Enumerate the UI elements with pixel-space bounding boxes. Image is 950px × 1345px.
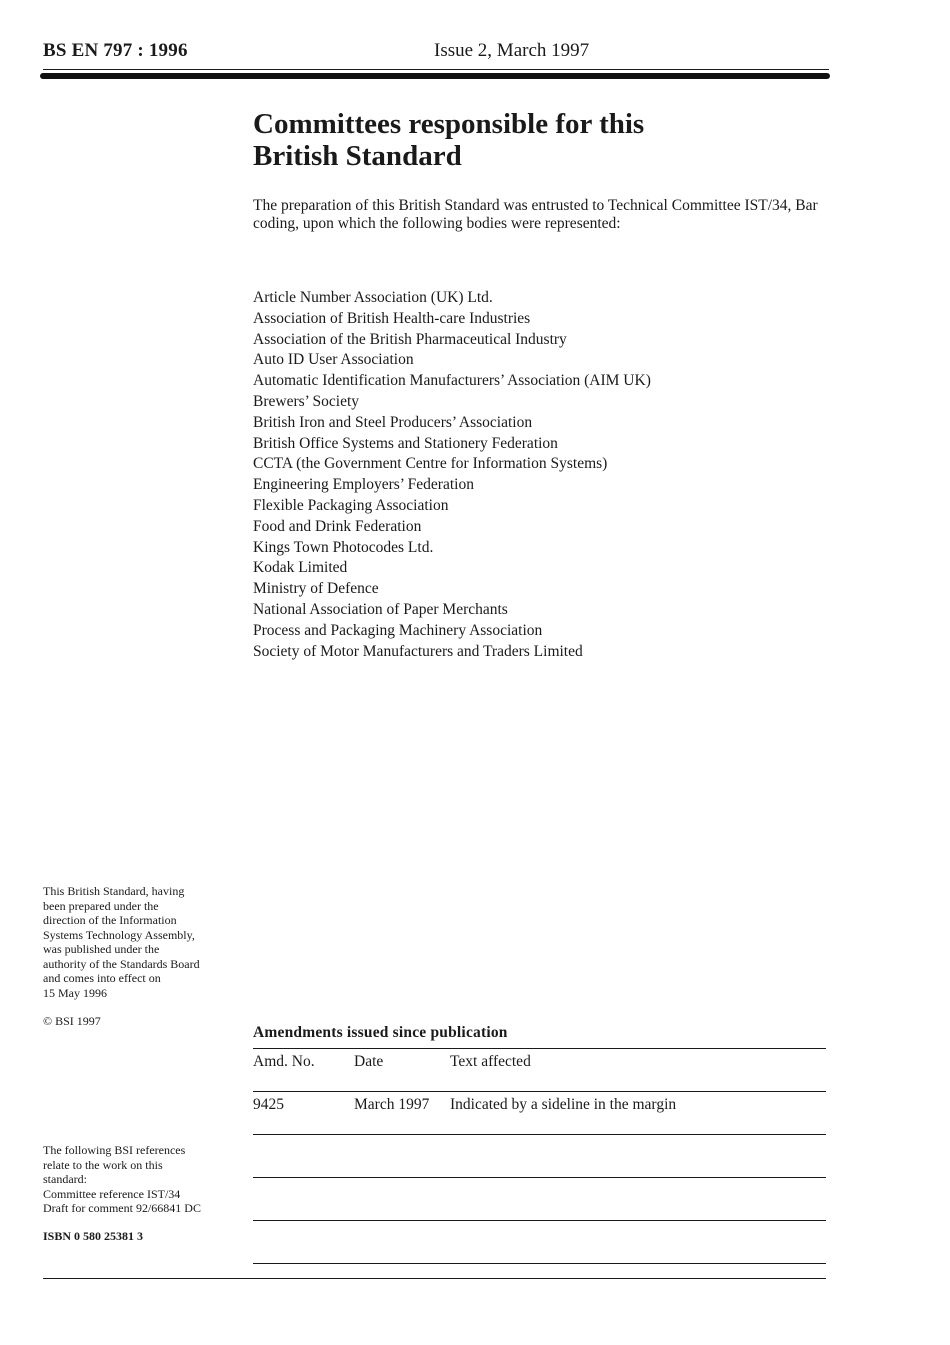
footer-rule — [43, 1278, 826, 1279]
list-item: CCTA (the Government Centre for Information Systems) — [253, 455, 608, 473]
list-item: National Association of Paper Merchants — [253, 600, 508, 618]
note-line: 15 May 1996 — [43, 985, 107, 1000]
header-rule-thin — [43, 69, 829, 70]
list-item: British Iron and Steel Producers’ Association — [253, 413, 533, 431]
amendments-title: Amendments issued since publication — [253, 1024, 508, 1041]
date-cell — [354, 1221, 450, 1264]
list-item: Association of British Health-care Industries — [253, 309, 531, 327]
publication-note — [43, 884, 238, 1000]
list-item: Society of Motor Manufacturers and Traders Limited — [253, 642, 583, 660]
text-affected-cell: Indicated by a sideline in the margin — [450, 1092, 826, 1135]
text-affected-cell — [450, 1178, 826, 1221]
page-title — [253, 108, 813, 172]
table-row — [253, 1178, 826, 1221]
reference-line: Draft for comment 92/66841 DC — [43, 1201, 201, 1215]
copyright-notice: © BSI 1997 — [43, 1014, 101, 1028]
list-item: Food and Drink Federation — [253, 517, 422, 535]
page-title-line-1: Committees responsible for this — [253, 108, 645, 140]
table-row — [253, 1092, 826, 1135]
table-row — [253, 1135, 826, 1178]
text-affected-cell — [450, 1135, 826, 1178]
note-line: been prepared under the — [43, 898, 159, 913]
list-item: Engineering Employers’ Federation — [253, 476, 474, 494]
list-item: Association of the British Pharmaceutical Industry — [253, 330, 567, 348]
list-item: British Office Systems and Stationery Federation — [253, 434, 558, 452]
list-item: Kodak Limited — [253, 559, 348, 577]
standard-id: BS EN 797 : 1996 — [43, 40, 188, 61]
column-header-date: Date — [354, 1049, 450, 1092]
date-cell — [354, 1135, 450, 1178]
list-item: Kings Town Photocodes Ltd. — [253, 538, 434, 556]
reference-line: standard: — [43, 1172, 87, 1186]
issue-date: Issue 2, March 1997 — [434, 40, 590, 61]
list-item: Auto ID User Association — [253, 351, 414, 369]
column-header-amd-no: Amd. No. — [253, 1049, 354, 1092]
list-item: Process and Packaging Machinery Association — [253, 621, 543, 639]
list-item: Brewers’ Society — [253, 392, 360, 410]
list-item: Ministry of Defence — [253, 580, 379, 598]
note-line: Systems Technology Assembly, — [43, 927, 195, 942]
amd-no-cell: 9425 — [253, 1092, 354, 1135]
amd-no-cell — [253, 1221, 354, 1264]
amd-no-cell — [253, 1178, 354, 1221]
header-rule-thick — [40, 73, 830, 79]
list-item: Article Number Association (UK) Ltd. — [253, 289, 493, 306]
note-line: authority of the Standards Board — [43, 956, 200, 971]
note-line: and comes into effect on — [43, 971, 161, 985]
column-header-text-affected: Text affected — [450, 1049, 826, 1092]
list-item: Flexible Packaging Association — [253, 496, 449, 514]
amendments-table — [253, 1048, 826, 1264]
note-line: direction of the Information — [43, 913, 177, 927]
amd-no-cell — [253, 1135, 354, 1178]
reference-line: The following BSI references — [43, 1143, 186, 1157]
note-line: This British Standard, having — [43, 884, 185, 898]
page-title-line-2: British Standard — [253, 140, 462, 172]
represented-bodies-list — [253, 288, 813, 662]
reference-line: relate to the work on this — [43, 1157, 163, 1172]
intro-paragraph: The preparation of this British Standard was entrusted to Technical Committee IST/34, Bar coding, upon which the following bodies were represented: — [253, 197, 818, 232]
bsi-references — [43, 1143, 238, 1216]
list-item: Automatic Identification Manufacturers’ Association (AIM UK) — [253, 372, 651, 390]
note-line: was published under the — [43, 942, 160, 956]
table-row — [253, 1221, 826, 1264]
date-cell — [354, 1178, 450, 1221]
reference-line: Committee reference IST/34 — [43, 1186, 181, 1201]
isbn: ISBN 0 580 25381 3 — [43, 1229, 144, 1243]
table-header-row — [253, 1049, 826, 1092]
date-cell: March 1997 — [354, 1092, 450, 1135]
text-affected-cell — [450, 1221, 826, 1264]
